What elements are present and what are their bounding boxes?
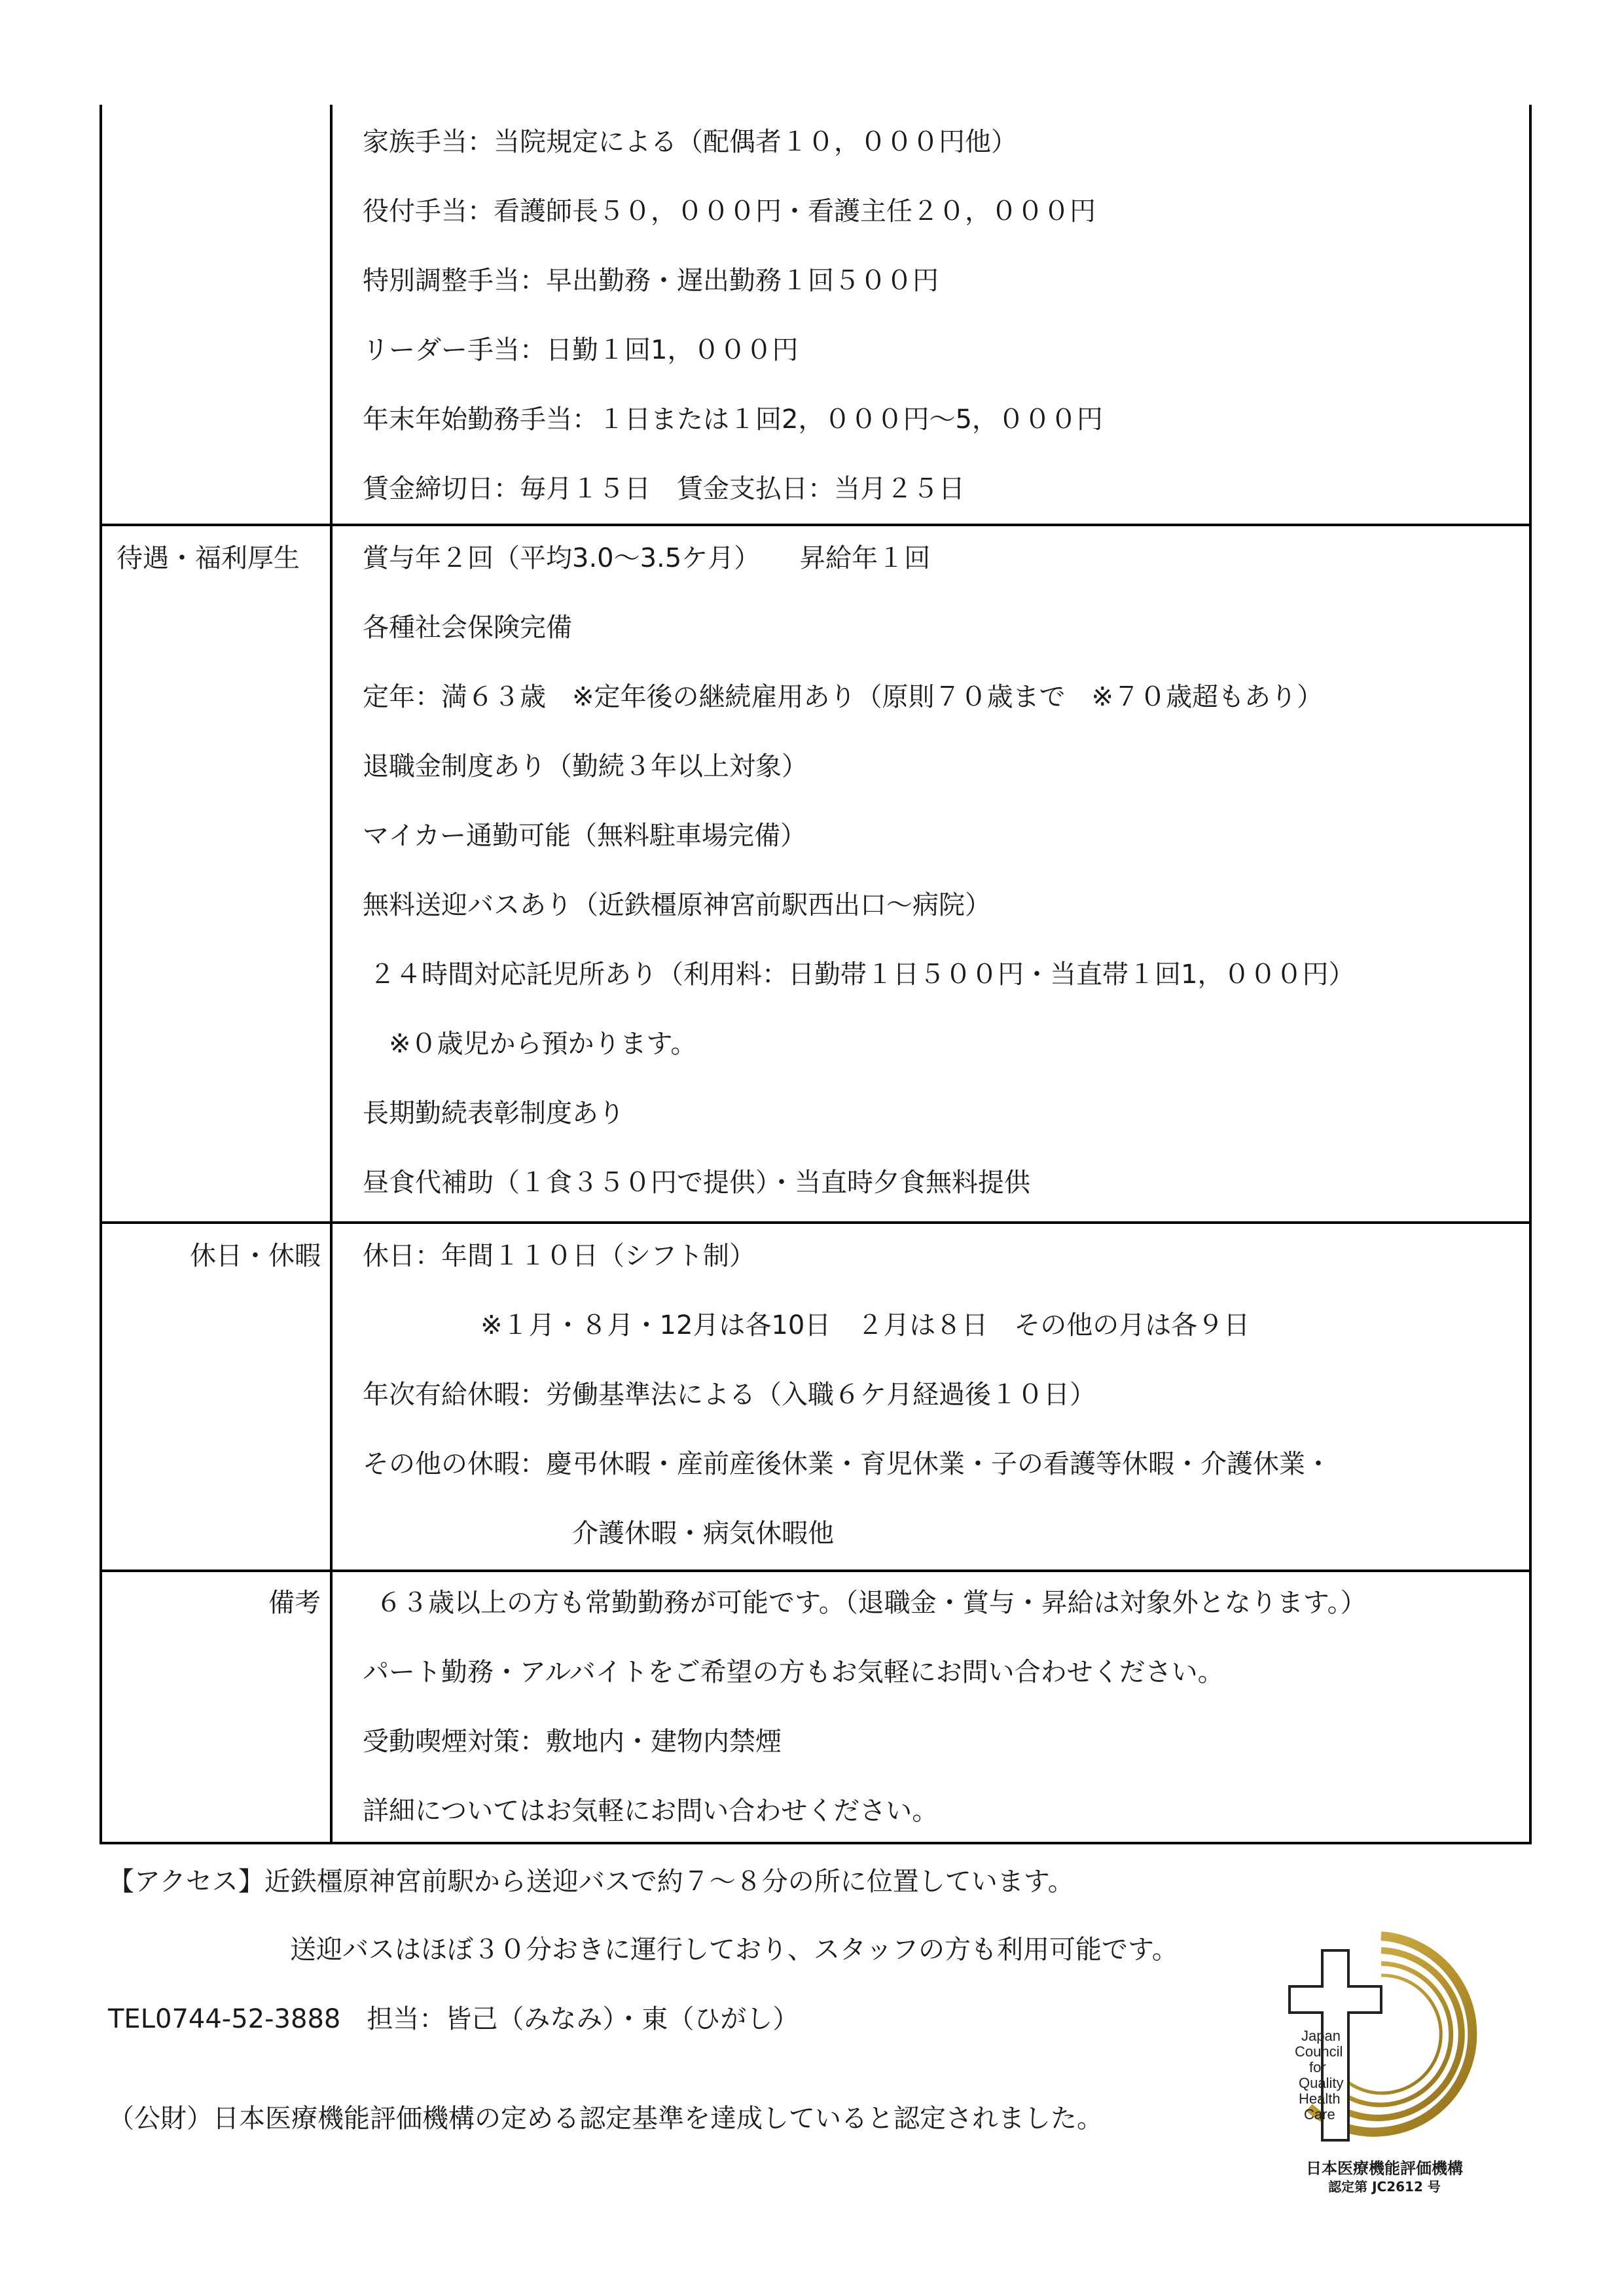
benefits-line-insurance: 各種社会保険完備 [363,613,572,643]
access-line-2: 送迎バスはほぼ３０分おきに運行しており、スタッフの方も利用可能です。 [290,1935,1178,1965]
benefits-line-daycare: ２４時間対応託児所あり（利用料：日勤帯１日５００円・当直帯１回1，０００円） [369,960,1355,990]
logo-org-name: 日本医療機能評価機構 [1306,2159,1463,2178]
benefits-line-long-service: 長期勤続表彰制度あり [363,1098,624,1128]
logo-text-for: for [1309,2059,1326,2075]
remarks-line-over-63: ６３歳以上の方も常勤勤務が可能です。（退職金・賞与・昇給は対象外となります。） [376,1588,1367,1618]
benefits-line-bonus: 賞与年２回（平均3.0～3.5ケ月） 昇給年１回 [363,543,931,573]
logo-text-care: Care [1304,2106,1335,2123]
remarks-line-part-time: パート勤務・アルバイトをご希望の方もお気軽にお問い合わせください。 [363,1657,1224,1687]
accreditation-statement: （公財）日本医療機能評価機構の定める認定基準を達成していると認定されました。 [108,2104,1103,2134]
jcqhc-accreditation-logo [1283,1924,1499,2199]
column-divider [330,105,333,1842]
benefits-line-daycare-note: ※０歳児から預かります。 [389,1029,697,1059]
recruitment-table [99,105,1532,1844]
benefits-line-car-commute: マイカー通勤可能（無料駐車場完備） [363,821,806,851]
logo-text-health: Health [1299,2090,1341,2107]
remarks-label: 備考 [268,1588,321,1618]
contact-line: TEL0744-52-3888 担当：皆己（みなみ）・東（ひがし） [108,2004,799,2034]
remarks-line-details: 詳細についてはお気軽にお問い合わせください。 [363,1796,939,1826]
jcqhc-mark-icon [1283,1924,1499,2160]
holidays-line-other-leave: その他の休暇：慶弔休暇・産前産後休業・育児休業・子の看護等休暇・介護休業・ [363,1449,1331,1479]
salary-line-position-allowance: 役付手当：看護師長５０，０００円・看護主任２０，０００円 [363,196,1096,226]
benefits-line-shuttle-bus: 無料送迎バスあり（近鉄橿原神宮前駅西出口～病院） [363,890,991,920]
salary-line-special-adjustment: 特別調整手当：早出勤務・遅出勤務１回５００円 [363,266,939,296]
benefits-label: 待遇・福利厚生 [117,543,300,573]
benefits-line-retirement-age: 定年：満６３歳 ※定年後の継続雇用あり（原則７０歳まで ※７０歳超もあり） [363,682,1324,712]
benefits-line-meal-subsidy: 昼食代補助（１食３５０円で提供）・当直時夕食無料提供 [363,1168,1030,1198]
access-line-1: 【アクセス】近鉄橿原神宮前駅から送迎バスで約７～８分の所に位置しています。 [108,1867,1074,1897]
holidays-line-annual: 休日：年間１１０日（シフト制） [363,1241,755,1271]
logo-text-quality: Quality [1299,2075,1344,2091]
salary-line-leader-allowance: リーダー手当：日勤１回1，０００円 [363,335,799,365]
holidays-line-other-leave-cont: 介護休暇・病気休暇他 [572,1518,834,1549]
salary-line-pay-dates: 賃金締切日：毎月１５日 賃金支払日：当月２５日 [363,474,965,504]
salary-line-new-year-allowance: 年末年始勤務手当：１日または１回2，０００円～5，０００円 [363,404,1103,435]
remarks-line-smoking: 受動喫煙対策：敷地内・建物内禁煙 [363,1727,782,1757]
salary-line-family-allowance: 家族手当：当院規定による（配偶者１０，０００円他） [363,127,1017,157]
holidays-line-paid-leave: 年次有給休暇：労働基準法による（入職６ケ月経過後１０日） [363,1380,1096,1410]
holidays-label: 休日・休暇 [190,1241,321,1271]
logo-text-japan: Japan [1301,2028,1341,2044]
row-divider-benefits [102,524,1529,526]
holidays-line-monthly-note: ※１月・８月・12月は各10日 ２月は８日 その他の月は各９日 [480,1310,1250,1340]
logo-text-council: Council [1295,2043,1343,2060]
row-divider-remarks [102,1570,1529,1572]
row-divider-holidays [102,1221,1529,1224]
logo-cert-number: 認定第 JC2612 号 [1328,2179,1441,2195]
benefits-line-severance: 退職金制度あり（勤続３年以上対象） [363,751,808,781]
